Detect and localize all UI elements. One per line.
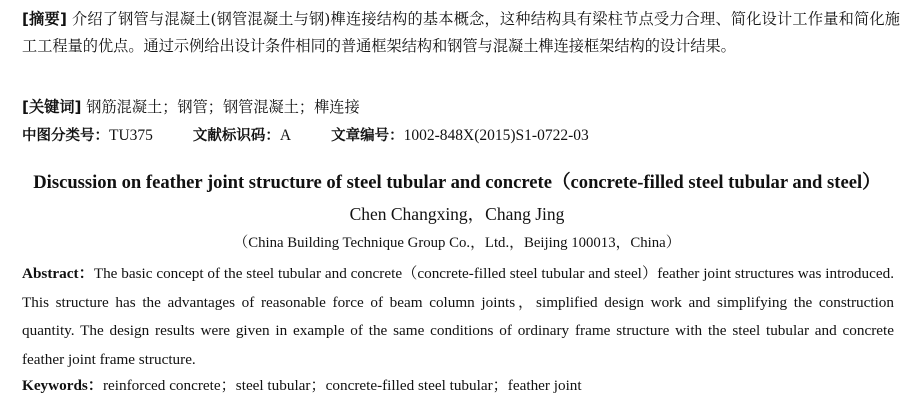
english-title: Discussion on feather joint structure of steel tubular and concrete（concrete-filled steel tubular and steel）	[33, 172, 881, 193]
english-authors: Chen Changxing，Chang Jing	[349, 204, 565, 224]
classification-row	[22, 124, 900, 148]
doc-code-label: 文献标识码：	[192, 128, 280, 144]
english-abstract-text: The basic concept of the steel tubular and concrete（concrete-filled steel tubular and steel）feather joint structures was introduced. This structure has the advantages of reasonable force of beam column joints，simplified design work and simplifying the construction quantity. The design results were given in example of the same conditions of ordinary frame structure with the steel tubular and concrete feather joint frame structure.	[22, 265, 894, 368]
article-no-label: 文章编号：	[331, 128, 404, 144]
english-keywords-label: Keywords：	[22, 377, 103, 394]
english-abstract	[22, 260, 894, 374]
english-keywords-text: reinforced concrete；steel tubular；concrete-filled steel tubular；feather joint	[103, 377, 582, 394]
chinese-keywords	[22, 94, 900, 120]
clc-value: TU375	[109, 127, 153, 144]
doc-code-value: A	[279, 127, 292, 144]
clc-label: 中图分类号：	[22, 128, 109, 144]
chinese-abstract-label: [摘要]	[22, 10, 67, 28]
chinese-keywords-label: [关键词]	[22, 98, 82, 116]
chinese-keywords-text: 钢筋混凝土；钢管；钢管混凝土；榫连接	[86, 98, 360, 116]
chinese-abstract-text: 介绍了钢管与混凝土(钢管混凝土与钢)榫连接结构的基本概念，这种结构具有梁柱节点受力合理、简化设计工作量和简化施工工程量的优点。通过示例给出设计条件相同的普通框架结构和钢管与混凝土榫连接框架结构的设计结果。	[22, 10, 900, 55]
article-no-value: 1002-848X(2015)S1-0722-03	[403, 127, 589, 144]
english-affiliation: （China Building Technique Group Co.，Ltd.，Beijing 100013，China）	[233, 235, 681, 251]
english-abstract-label: Abstract：	[22, 265, 94, 282]
english-keywords	[22, 374, 894, 398]
chinese-abstract	[22, 6, 900, 60]
